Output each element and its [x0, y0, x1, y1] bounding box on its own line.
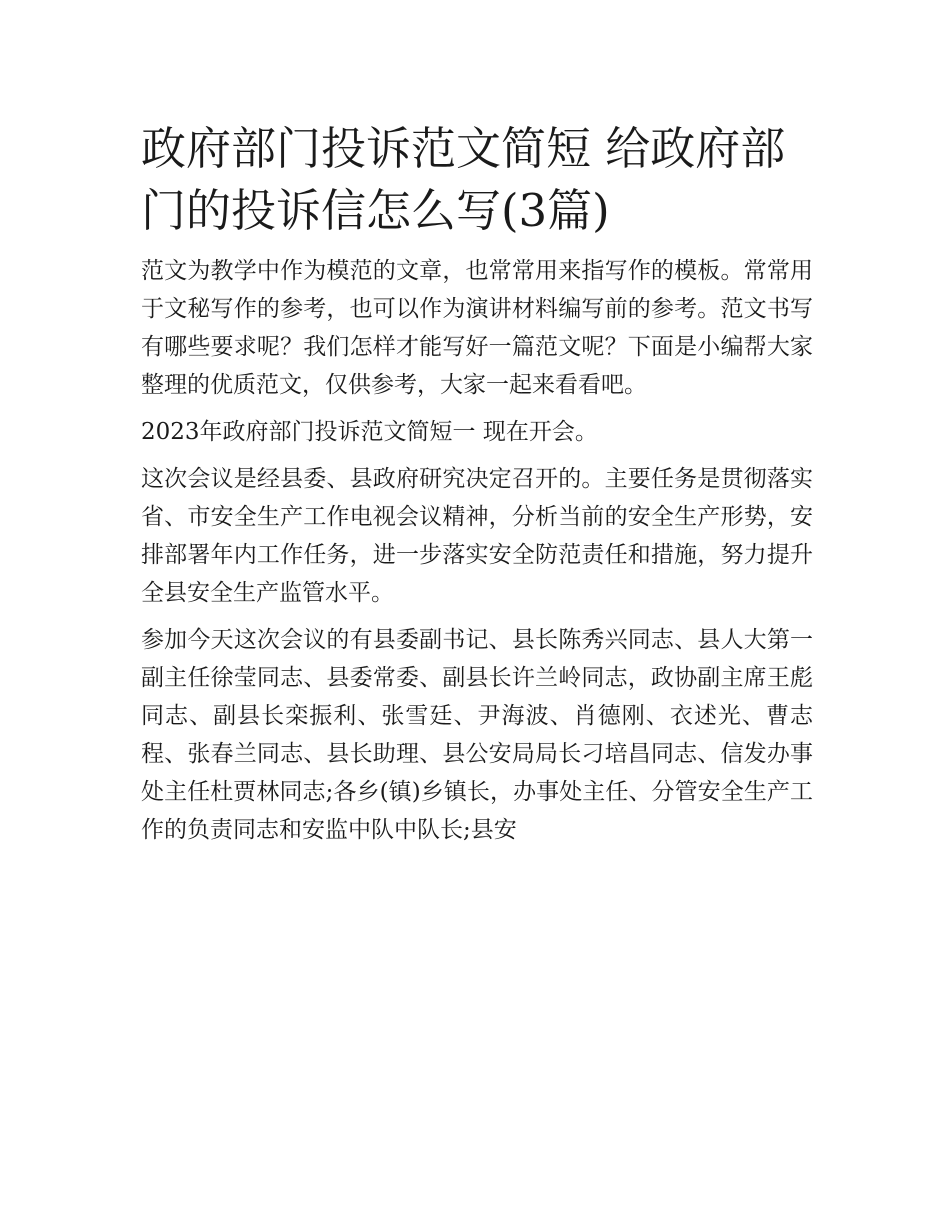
document-body — [141, 118, 813, 858]
meeting-purpose-paragraph: 这次会议是经县委、县政府研究决定召开的。主要任务是贯彻落实省、市安全生产工作电视会议精神，分析当前的安全生产形势，安排部署年内工作任务，进一步落实安全防范责任和措施，努力提升全县安全生产监管水平。 — [141, 466, 813, 606]
section-heading: 2023年政府部门投诉范文简短一 现在开会。 — [141, 419, 598, 445]
attendees-paragraph: 参加今天这次会议的有县委副书记、县长陈秀兴同志、县人大第一副主任徐莹同志、县委常委、副县长许兰岭同志，政协副主席王彪同志、副县长栾振利、张雪廷、尹海波、肖德刚、衣述光、曹志程、张春兰同志、县长助理、县公安局局长刁培昌同志、信发办事处主任杜贾林同志;各乡(镇)乡镇长，办事处主任、分管安全生产工作的负责同志和安监中队中队长;县安 — [141, 627, 813, 843]
document-title: 政府部门投诉范文简短 给政府部门的投诉信怎么写(3篇) — [141, 122, 786, 237]
intro-paragraph: 范文为教学中作为模范的文章，也常常用来指写作的模板。常常用于文秘写作的参考，也可以作为演讲材料编写前的参考。范文书写有哪些要求呢？我们怎样才能写好一篇范文呢？下面是小编帮大家整理的优质范文，仅供参考，大家一起来看看吧。 — [141, 258, 813, 398]
